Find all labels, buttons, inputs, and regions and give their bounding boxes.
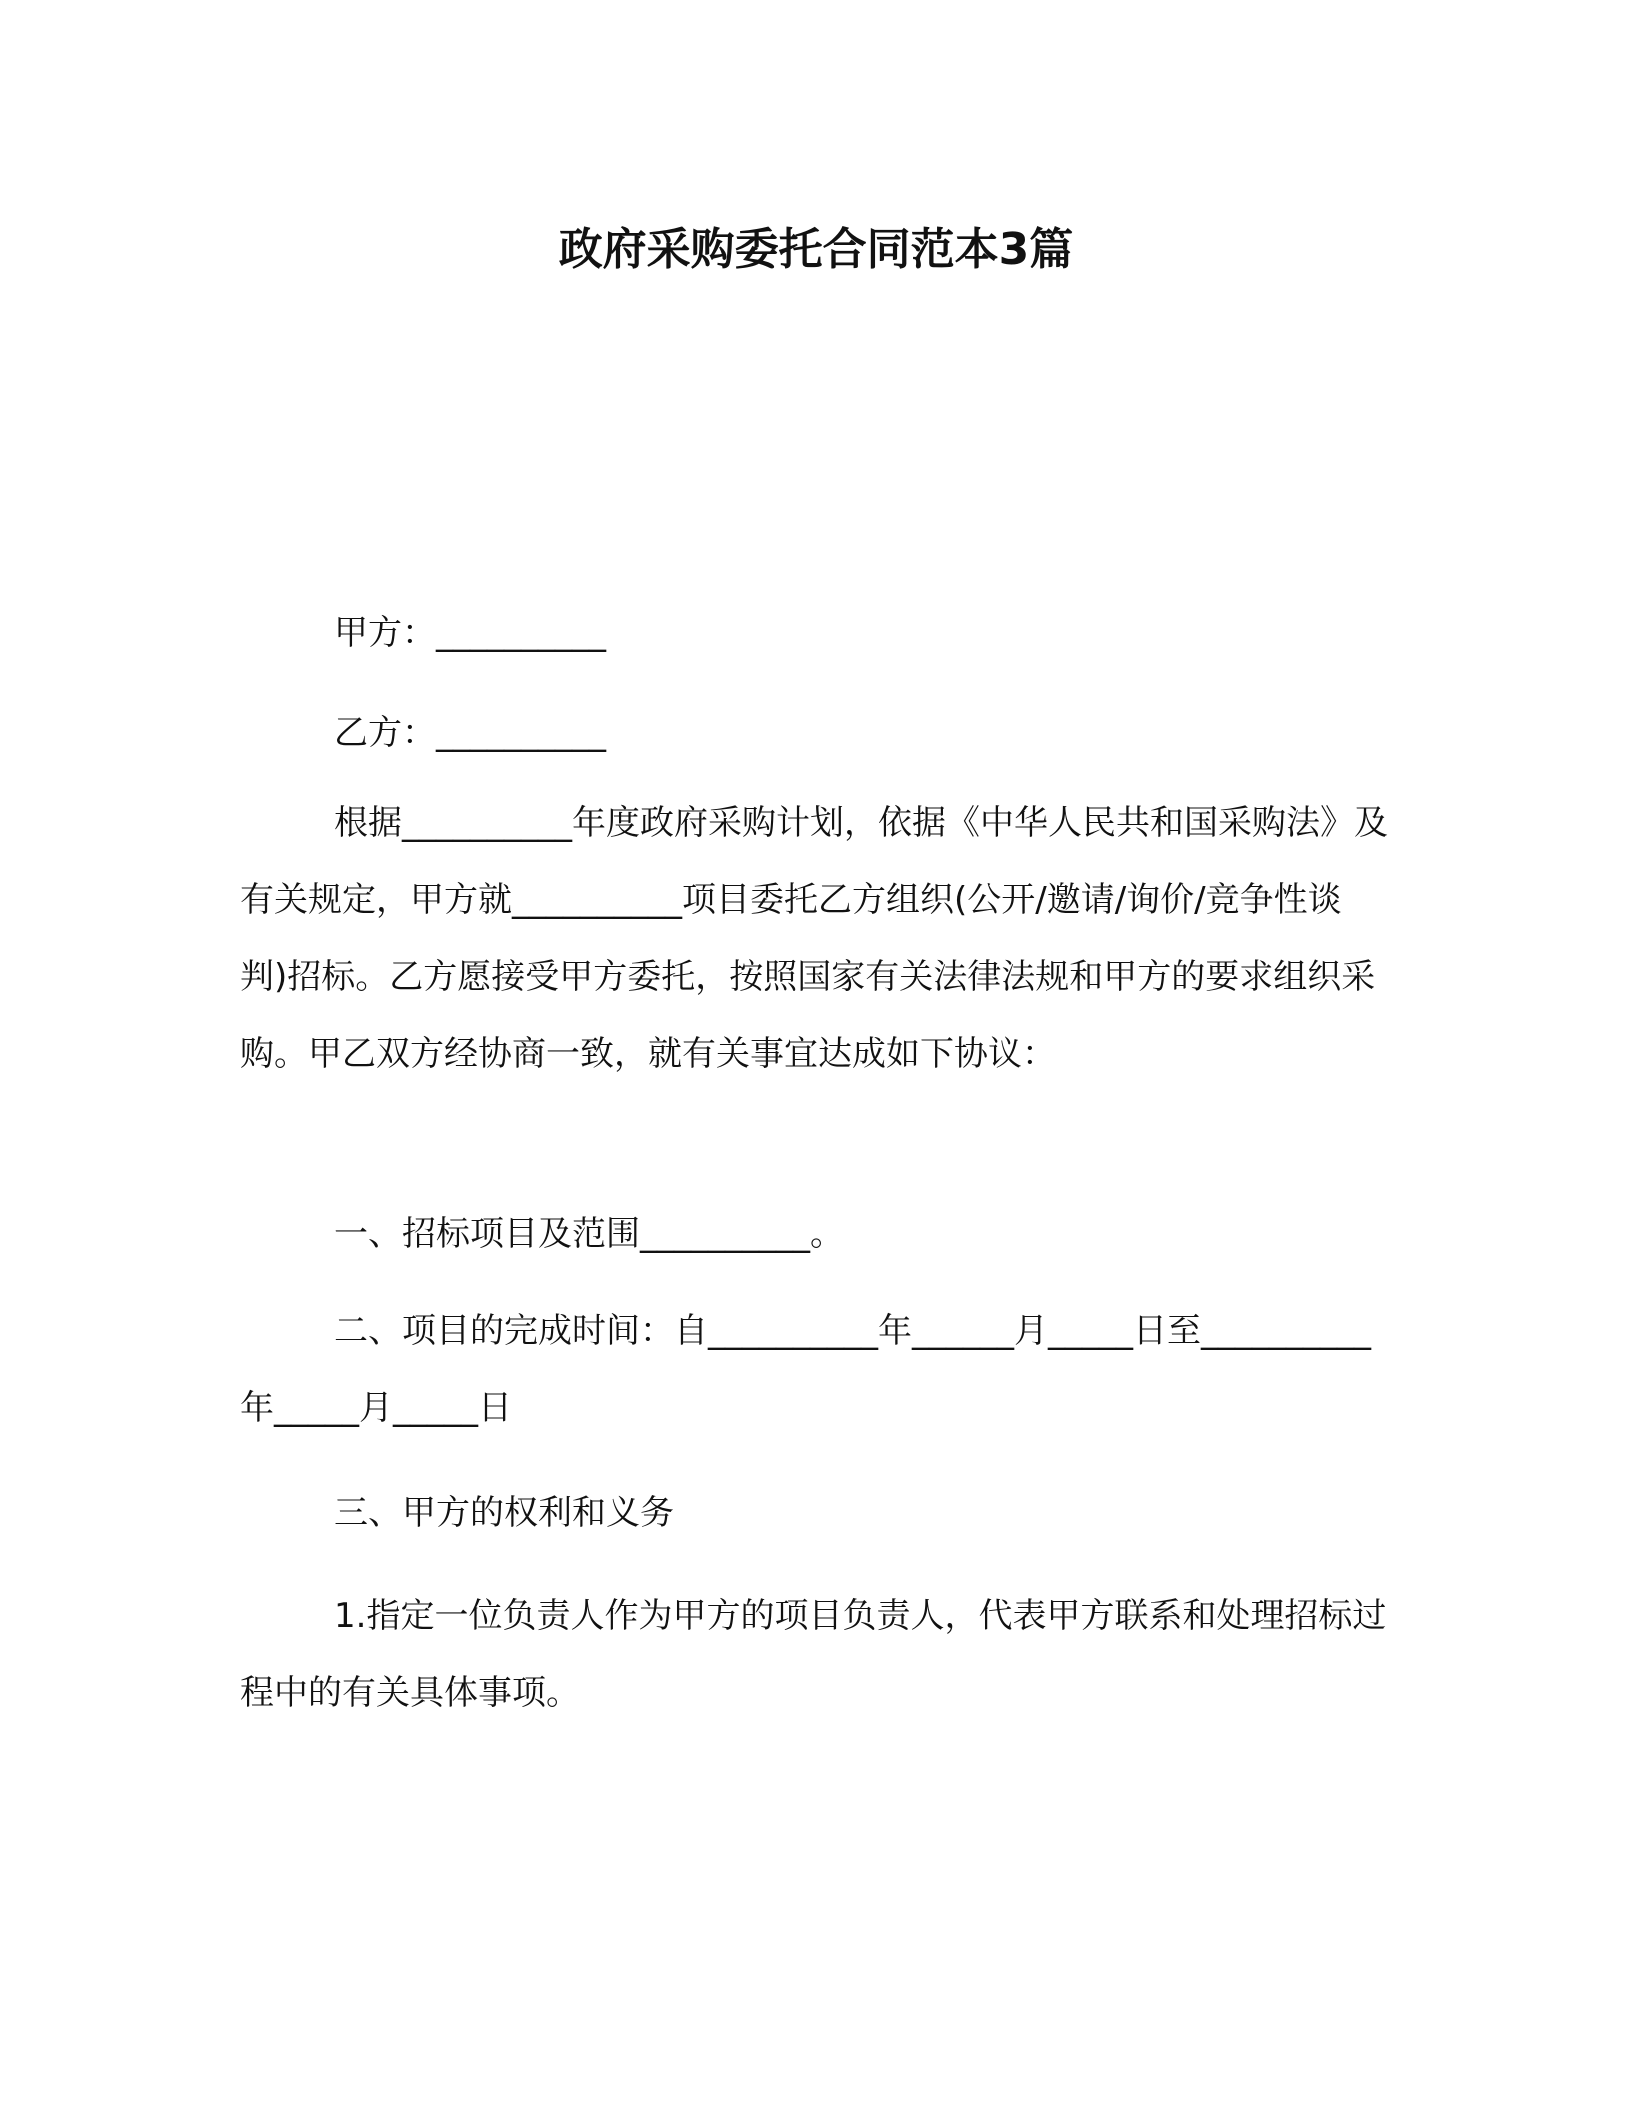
party-b-line: 乙方：__________ (334, 713, 606, 753)
item-1-block (240, 1578, 1388, 1732)
section-2-heading: 二、项目的完成时间：自__________年______月_____日至__________年_____月_____日 (240, 1311, 1371, 1428)
document-title: 政府采购委托合同范本3篇 (558, 224, 1074, 275)
intro-paragraph: 根据__________年度政府采购计划，依据《中华人民共和国采购法》及有关规定，甲方就__________项目委托乙方组织(公开/邀请/询价/竞争性谈判)招标。乙方愿接受甲方委托，按照国家有关法律法规和甲方的要求组织采购。甲乙双方经协商一致，就有关事宜达成如下协议： (240, 803, 1388, 1074)
section-2-block (240, 1293, 1388, 1447)
party-a-line: 甲方：__________ (334, 613, 606, 653)
item-1-paragraph: 1.指定一位负责人作为甲方的项目负责人，代表甲方联系和处理招标过程中的有关具体事项。 (240, 1596, 1387, 1713)
section-1-heading: 一、招标项目及范围__________。 (334, 1214, 844, 1254)
section-3-heading: 三、甲方的权利和义务 (334, 1493, 674, 1533)
intro-paragraph-block (240, 785, 1388, 1093)
